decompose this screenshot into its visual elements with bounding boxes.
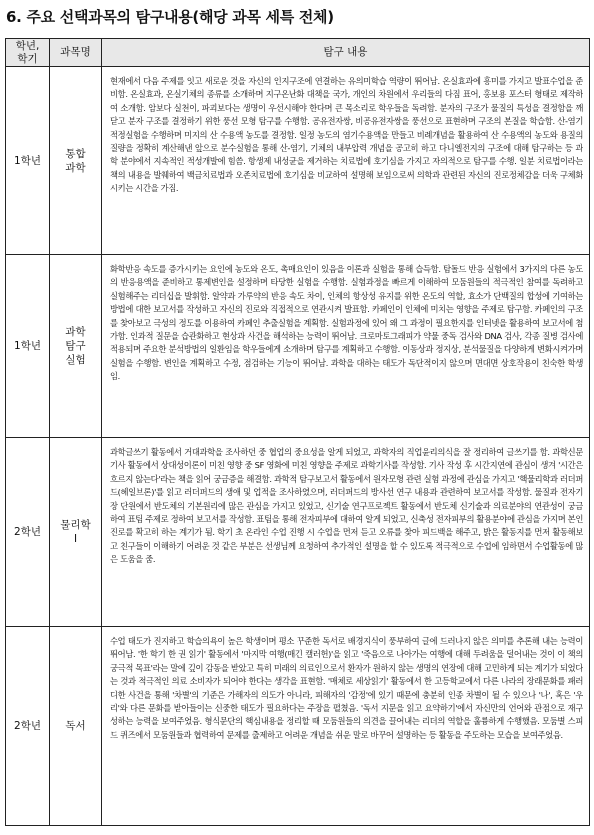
header-subject: 과목명 [50, 39, 102, 67]
content-text: 수업 태도가 진지하고 학습의욕이 높은 학생이며 평소 꾸준한 독서로 배경지식이 풍부하여 글에 드러나지 않은 의미를 추론해 내는 능력이 뛰어남. '한 학기 한 권 읽기' 활동에서 '마지막 여행(매긴 캘러헌)'을 읽고 '죽음으로 나아가는 여행에 대해 두려움을 덜어내는 것이 이 책의 궁극적 목표'라는 말에 깊이 감동을 받았고 특히 미래의 의료인으로서 환자가 원하지 않는 생명의 연장에 대해 고민하게 되는 계기가 되었다는 것과 적극적인 의료 소비자가 되어야 한다는 생각을 표현함. '매체로 세상읽기' 활동에서 한 고등학교에서 다른 나라의 장래문화를 패러디한 사건을 통해 '차별'의 기준은 가해자의 의도가 아니라, 피해자의 '감정'에 있기 때문에 충분히 인종 차별이 될 수 있으나 '나', 혹은 '우리'와 다른 문화를 받아들이는 신중한 태도가 필요하다는 주장을 펼쳤음. '독서 지문을 읽고 요약하기'에서 자신만의 언어와 관점으로 재구성하는 능력을 보여주었음. 형식문단의 핵심내용을 정리할 때 모둠원들의 의견을 끌어내는 리더의 역할을 훌륭하게 수행했음. 모둠별 스피드 퀴즈에서 모둠원들과 협력하여 문제를 출제하고 어려운 개념을 쉬운 말로 바꾸어 설명하는 등 활동을 주도하는 모습을 보여주었음. [110, 636, 583, 740]
content-text: 과학글쓰기 활동에서 거대과학을 조사하던 중 협업의 중요성을 알게 되었고, 과학자의 직업윤리의식을 잘 정리하여 글쓰기를 함. 과학신문기사 활동에서 상대성이론이 미친 영향 중 SF 영화에 미친 영향을 주제로 과학기사를 작성함. 기사 작성 후 시간지연에 관심이 생겨 '시간은 흐르지 않는다'라는 책을 읽어 궁금증을 해결함. 과학적 탐구보고서 활동에서 원자모형 관련 실험 과정에 관심을 가지고 '핵물리학과 러더퍼드(헤일브론)'를 읽고 러더퍼드의 생애 및 업적을 조사하였으며, 러더퍼드의 방사선 연구 내용과 관련하여 보고서를 작성함. 물질과 전자기장 단원에서 반도체의 기본원리에 많은 관심을 가지고 있었고, 신기술 연구프로젝트 활동에서 반도체 신기술과 의료분야의 연관성이 궁금하여 표팀 주제로 정하여 보고서를 작성함. 표팀을 통해 전자피부에 대하여 알게 되었고, 신축성 전자피부의 활용분야에 관심을 가지며 본인 진로를 확고히 하는 계기가 됨. 학기 초 온라인 수업 진행 시 수업을 먼저 듣고 오류를 찾아 피드백을 해주고, 밝은 활동지를 먼저 활동해보고 친구들이 이해하기 어려운 것 같은 부분은 선생님께 요청하여 추가적인 설명을 할 수 있도록 적극적으로 수업에 임하면서 수업활동에 많은 도움을 줌. [110, 447, 583, 565]
subject-line: I [73, 533, 78, 545]
table-row [6, 627, 590, 826]
grade-cell: 1학년 [6, 67, 50, 255]
table-row [6, 255, 590, 438]
page-title: 6. 주요 선택과목의 탐구내용(해당 과목 세특 전체) [6, 8, 334, 26]
subject-line: 탐구 [65, 340, 86, 352]
subject-cell [50, 438, 102, 627]
subject-line: 통합 [65, 147, 86, 160]
subject-cell [50, 627, 102, 826]
content-text: 화학반응 속도를 증가시키는 요인에 농도와 온도, 촉매요인이 있음을 이론과 실험을 통해 습득함. 탐돌드 반응 실험에서 3가지의 다른 농도의 반응용액을 준비하고 통제변인을 설정하며 타당한 실험을 수행함. 실험과정을 빠르게 이해하여 모둠원들의 적극적인 참여를 독려하고 실험해주는 리더십을 발휘함. 알약과 가루약의 반응 속도 차이, 인체의 항상성 유지를 위한 온도의 역할, 효소가 단백질의 합성에 기여하는 방법에 대한 보고서를 작성하고 자신의 진로와 직접적으로 연관시켜 발표함. 카페인이 인체에 미치는 영향을 주제로 탐구함. 카페인의 구조를 찾아보고 극성의 정도를 이용하여 카페인 추출실험을 계획함. 실험과정에 있어 왜 그 과정이 필요한지를 인터넷을 활용하여 보고서에 첨가함. 인과적 질문을 습관화하고 현상과 사건을 해석하는 능력이 뛰어남. 크로마토그래피가 약물 중독 검사와 DNA 검사, 각종 질병 검사에 적용되며 주요한 분석방법의 일환임을 학우들에게 소개하며 탐구를 계획하고 수행함. 이동상과 정지상, 분석물질을 다양하게 변화시켜가며 실험을 수행함. 변인을 계획하고 수정, 점검하는 기능이 뛰어남. 과학을 대하는 태도가 독단적이지 않으며 면대면 상호작용이 친숙한 학생임. [110, 264, 583, 382]
content-cell [102, 255, 590, 438]
content-text: 현재에서 다음 주제를 잇고 새로운 것을 자신의 인지구조에 연결하는 유의미학습 역량이 뛰어남. 온실효과에 흥미를 가지고 발표수업을 준비함. 온실효과, 온실기체의 종류를 소개하며 지구온난화 대책을 국가, 개인의 차원에서 우리들의 다짐 표어, 홍보용 포스터 형태로 제작하여 소개함. 암보다 실천이, 파괴보다는 생명이 우선시해야 한다며 큰 목소리로 학우들을 독려함. 분자의 구조가 물질의 특성을 결정함을 깨닫고 분자 구조를 결정하기 위한 풍선 모형 탐구를 수행함. 공유전자쌍, 비공유전자쌍을 풍선으로 표현하며 구조의 본질을 학습함. 산-염기 적정실험을 수행하며 미지의 산 수용액 농도를 결정함. 일정 농도의 염기수용액을 만들고 비례개념을 활용하여 산 수용액의 농도와 용질의 질량을 정확히 계산해낸 앞으로 분수실험을 통해 산-염기, 기체의 내부압력 개념을 공고히 하고 다니엘전지의 구조에 대해 탐구하는 등 과학 분야에서 지속적인 적성개발에 힘씀. 항생제 내성균을 제거하는 치료법에 호기심을 가지고 자의적으로 탐구를 수행. 일분 치료법이라는 책의 내용을 발췌하여 백금치료법과 오존치료법에 호기심을 비교하여 설명해 보임으로써 의학과 관련된 자신의 진로정체감을 더욱 구체화시키는 시간을 가짐. [110, 76, 583, 194]
header-grade [6, 39, 50, 67]
content-cell [102, 67, 590, 255]
subject-cell [50, 67, 102, 255]
header-content: 탐구 내용 [102, 39, 590, 67]
header-grade-label: 학년, 학기 [15, 39, 40, 65]
content-cell [102, 627, 590, 826]
table-header-row [6, 39, 590, 67]
subject-line: 실험 [65, 354, 86, 366]
inquiry-table [5, 38, 590, 826]
grade-cell: 1학년 [6, 255, 50, 438]
subject-line: 물리학 [60, 519, 91, 531]
table-row [6, 438, 590, 627]
grade-cell: 2학년 [6, 627, 50, 826]
subject-line: 과학 [65, 326, 86, 338]
subject-line: 독서 [65, 720, 86, 732]
content-cell [102, 438, 590, 627]
table-row [6, 67, 590, 255]
grade-cell: 2학년 [6, 438, 50, 627]
subject-line: 과학 [65, 161, 86, 174]
subject-cell [50, 255, 102, 438]
